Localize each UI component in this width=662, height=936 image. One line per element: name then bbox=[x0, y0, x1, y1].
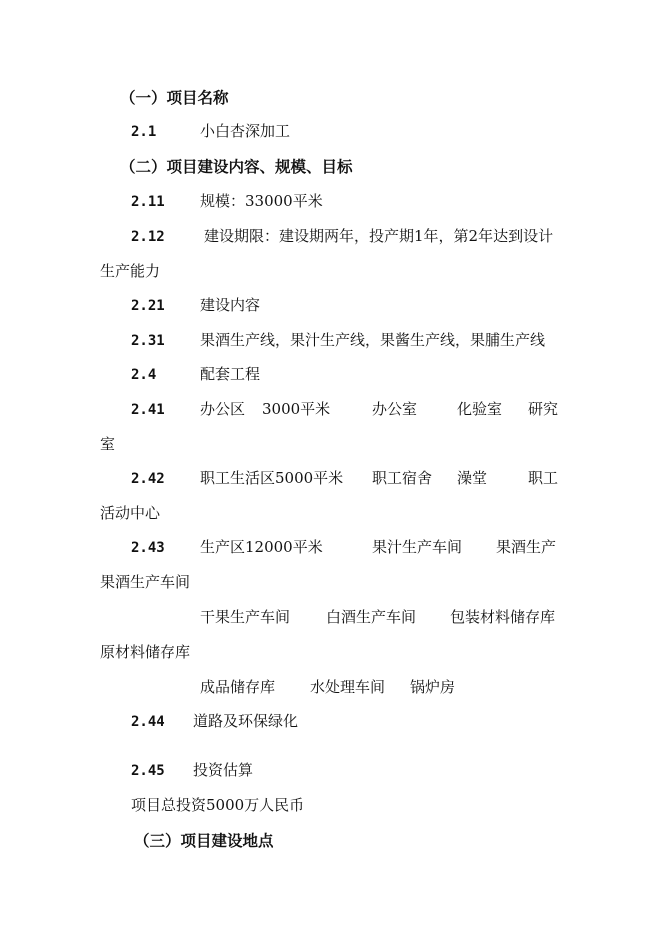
item-number: 2.21 bbox=[131, 298, 165, 314]
item-text: 职工宿舍 bbox=[372, 469, 433, 487]
item-number: 2.45 bbox=[131, 763, 165, 779]
item-text: 规模：33000平米 bbox=[200, 192, 323, 210]
item-text: 白酒生产车间 bbox=[326, 608, 417, 626]
item-text-continued: 室 bbox=[100, 435, 116, 453]
item-text: 锅炉房 bbox=[410, 678, 456, 696]
item-text: 研究 bbox=[528, 400, 559, 418]
item-text: 成品储存库 bbox=[200, 678, 276, 696]
item-text: 化验室 bbox=[457, 400, 503, 418]
item-text: 职工 bbox=[528, 469, 559, 487]
item-text: 职工生活区5000平米 bbox=[200, 469, 344, 487]
item-number: 2.31 bbox=[131, 333, 165, 349]
item-text: 包装材料储存库 bbox=[450, 608, 556, 626]
item-text: 配套工程 bbox=[200, 365, 261, 383]
section-heading-2: （二）项目建设内容、规模、目标 bbox=[120, 157, 353, 176]
item-number: 2.44 bbox=[131, 714, 165, 730]
item-text: 办公室 bbox=[372, 400, 418, 418]
item-number: 2.41 bbox=[131, 402, 165, 418]
item-text: 3000平米 bbox=[262, 400, 331, 418]
item-number: 2.42 bbox=[131, 471, 165, 487]
item-text: 干果生产车间 bbox=[200, 608, 291, 626]
item-text: 建设期限：建设期两年，投产期1年，第2年达到设计 bbox=[204, 227, 554, 245]
item-text: 生产区12000平米 bbox=[200, 538, 323, 556]
item-text: 澡堂 bbox=[457, 469, 488, 487]
item-text-continued: 果酒生产车间 bbox=[100, 573, 191, 591]
section-heading-1: （一）项目名称 bbox=[120, 88, 229, 107]
item-text-continued: 原材料储存库 bbox=[100, 643, 191, 661]
item-text: 果汁生产车间 bbox=[372, 538, 463, 556]
item-text: 小白杏深加工 bbox=[200, 122, 291, 140]
item-text: 建设内容 bbox=[200, 296, 261, 314]
section-heading-3: （三）项目建设地点 bbox=[134, 831, 274, 850]
item-text-continued: 活动中心 bbox=[100, 504, 161, 522]
item-text-continued: 生产能力 bbox=[100, 262, 161, 280]
item-number: 2.11 bbox=[131, 194, 165, 210]
item-text: 果酒生产线，果汁生产线，果酱生产线，果脯生产线 bbox=[200, 331, 546, 349]
item-number: 2.43 bbox=[131, 540, 165, 556]
investment-text: 项目总投资5000万人民币 bbox=[131, 796, 305, 814]
item-number: 2.12 bbox=[131, 229, 165, 245]
item-number: 2.4 bbox=[131, 367, 157, 383]
item-number: 2.1 bbox=[131, 124, 157, 140]
item-text: 道路及环保绿化 bbox=[193, 712, 299, 730]
item-text: 办公区 bbox=[200, 400, 246, 418]
item-text: 投资估算 bbox=[193, 761, 254, 779]
item-text: 果酒生产 bbox=[496, 538, 557, 556]
item-text: 水处理车间 bbox=[310, 678, 386, 696]
